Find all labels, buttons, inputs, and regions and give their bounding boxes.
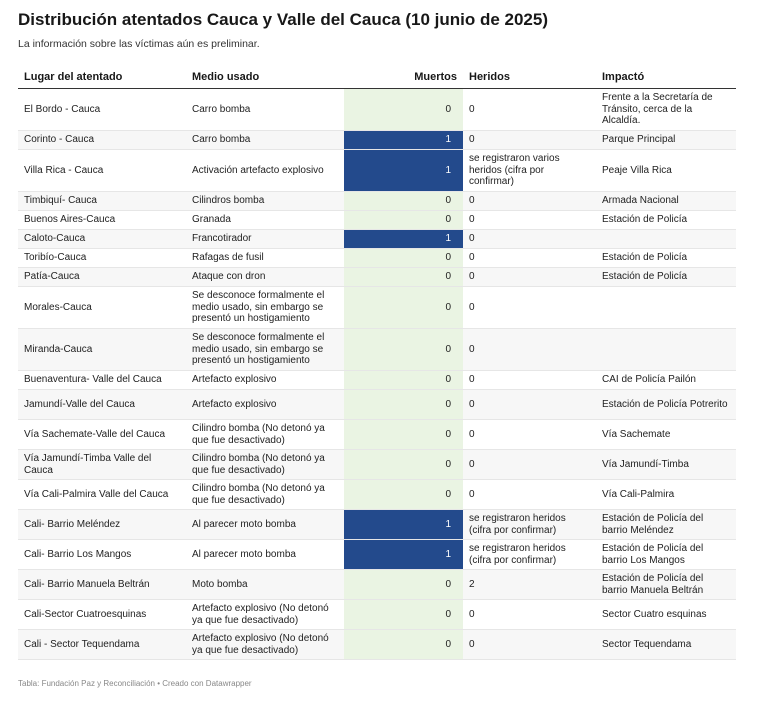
cell-lugar: Vía Cali-Palmira Valle del Cauca [18, 480, 186, 510]
cell-lugar: Miranda-Cauca [18, 329, 186, 371]
cell-heridos: se registraron heridos (cifra por confirmar) [463, 540, 596, 570]
table-row [18, 192, 736, 211]
cell-heridos: 0 [463, 390, 596, 420]
table-row [18, 268, 736, 287]
cell-medio: Artefacto explosivo [186, 371, 344, 390]
cell-lugar: Toribío-Cauca [18, 249, 186, 268]
cell-muertos: 0 [344, 390, 463, 420]
table-row [18, 249, 736, 268]
table-row [18, 600, 736, 630]
table-row [18, 89, 736, 131]
cell-muertos: 0 [344, 249, 463, 268]
cell-medio: Cilindros bomba [186, 192, 344, 211]
cell-impacto: Vía Sachemate [596, 420, 736, 450]
table-row [18, 420, 736, 450]
cell-impacto [596, 230, 736, 249]
cell-heridos: se registraron heridos (cifra por confirmar) [463, 510, 596, 540]
cell-muertos: 0 [344, 329, 463, 371]
cell-heridos: 0 [463, 268, 596, 287]
table-row [18, 630, 736, 660]
cell-muertos: 0 [344, 371, 463, 390]
cell-lugar: El Bordo - Cauca [18, 89, 186, 131]
header-heridos[interactable]: Heridos [463, 66, 596, 89]
data-table [18, 66, 736, 660]
cell-impacto: Armada Nacional [596, 192, 736, 211]
cell-muertos: 0 [344, 630, 463, 660]
header-medio[interactable]: Medio usado [186, 66, 344, 89]
cell-impacto [596, 329, 736, 371]
cell-impacto: Estación de Policía del barrio Los Mangos [596, 540, 736, 570]
cell-impacto: Estación de Policía [596, 249, 736, 268]
cell-impacto: Sector Tequendama [596, 630, 736, 660]
cell-medio: Ataque con dron [186, 268, 344, 287]
cell-impacto: Estación de Policía del barrio Manuela Beltrán [596, 570, 736, 600]
cell-muertos: 0 [344, 600, 463, 630]
cell-medio: Rafagas de fusil [186, 249, 344, 268]
cell-medio: Al parecer moto bomba [186, 510, 344, 540]
cell-lugar: Corinto - Cauca [18, 131, 186, 150]
cell-lugar: Vía Sachemate-Valle del Cauca [18, 420, 186, 450]
cell-medio: Al parecer moto bomba [186, 540, 344, 570]
cell-heridos: 0 [463, 450, 596, 480]
cell-muertos: 1 [344, 540, 463, 570]
cell-heridos: 0 [463, 230, 596, 249]
cell-muertos: 1 [344, 150, 463, 192]
table-row [18, 287, 736, 329]
footer-credit: Tabla: Fundación Paz y Reconciliación • Creado con Datawrapper [18, 679, 252, 688]
cell-muertos: 0 [344, 570, 463, 600]
cell-muertos: 0 [344, 268, 463, 287]
cell-medio: Cilindro bomba (No detonó ya que fue desactivado) [186, 480, 344, 510]
cell-muertos: 1 [344, 131, 463, 150]
cell-heridos: 0 [463, 287, 596, 329]
cell-impacto [596, 287, 736, 329]
table-row [18, 510, 736, 540]
cell-lugar: Cali- Barrio Manuela Beltrán [18, 570, 186, 600]
cell-muertos: 0 [344, 480, 463, 510]
cell-impacto: Vía Jamundí-Timba [596, 450, 736, 480]
table-row [18, 150, 736, 192]
table-row [18, 371, 736, 390]
cell-impacto: Sector Cuatro esquinas [596, 600, 736, 630]
cell-medio: Granada [186, 211, 344, 230]
cell-impacto: Estación de Policía Potrerito [596, 390, 736, 420]
cell-heridos: 0 [463, 131, 596, 150]
header-impacto[interactable]: Impactó [596, 66, 736, 89]
cell-heridos: 0 [463, 420, 596, 450]
cell-heridos: 0 [463, 480, 596, 510]
cell-muertos: 1 [344, 230, 463, 249]
cell-heridos: 2 [463, 570, 596, 600]
cell-medio: Artefacto explosivo (No detonó ya que fue desactivado) [186, 600, 344, 630]
cell-impacto: CAI de Policía Pailón [596, 371, 736, 390]
cell-medio: Carro bomba [186, 89, 344, 131]
cell-medio: Francotirador [186, 230, 344, 249]
cell-lugar: Villa Rica - Cauca [18, 150, 186, 192]
cell-medio: Cilindro bomba (No detonó ya que fue desactivado) [186, 420, 344, 450]
cell-impacto: Parque Principal [596, 131, 736, 150]
cell-medio: Artefacto explosivo (No detonó ya que fue desactivado) [186, 630, 344, 660]
table-row [18, 540, 736, 570]
cell-heridos: 0 [463, 600, 596, 630]
cell-muertos: 0 [344, 89, 463, 131]
table-row [18, 329, 736, 371]
header-muertos[interactable]: Muertos [344, 66, 463, 89]
cell-lugar: Cali- Barrio Los Mangos [18, 540, 186, 570]
chart-subtitle: La información sobre las víctimas aún es preliminar. [18, 38, 260, 50]
cell-lugar: Jamundí-Valle del Cauca [18, 390, 186, 420]
cell-medio: Cilindro bomba (No detonó ya que fue desactivado) [186, 450, 344, 480]
cell-muertos: 0 [344, 420, 463, 450]
cell-lugar: Timbiquí- Cauca [18, 192, 186, 211]
table-row [18, 450, 736, 480]
header-lugar[interactable]: Lugar del atentado [18, 66, 186, 89]
cell-impacto: Estación de Policía [596, 268, 736, 287]
cell-heridos: 0 [463, 211, 596, 230]
cell-lugar: Cali - Sector Tequendama [18, 630, 186, 660]
table-row [18, 131, 736, 150]
cell-medio: Moto bomba [186, 570, 344, 600]
cell-lugar: Vía Jamundí-Timba Valle del Cauca [18, 450, 186, 480]
cell-heridos: 0 [463, 329, 596, 371]
cell-heridos: 0 [463, 249, 596, 268]
cell-medio: Se desconoce formalmente el medio usado, sin embargo se presentó un hostigamiento [186, 287, 344, 329]
cell-muertos: 1 [344, 510, 463, 540]
cell-impacto: Peaje Villa Rica [596, 150, 736, 192]
cell-lugar: Patía-Cauca [18, 268, 186, 287]
cell-medio: Activación artefacto explosivo [186, 150, 344, 192]
cell-muertos: 0 [344, 192, 463, 211]
table-row [18, 570, 736, 600]
cell-impacto: Vía Cali-Palmira [596, 480, 736, 510]
cell-muertos: 0 [344, 211, 463, 230]
chart-title: Distribución atentados Cauca y Valle del Cauca (10 junio de 2025) [18, 10, 549, 29]
cell-medio: Se desconoce formalmente el medio usado, sin embargo se presentó un hostigamiento [186, 329, 344, 371]
cell-lugar: Caloto-Cauca [18, 230, 186, 249]
cell-impacto: Estación de Policía [596, 211, 736, 230]
cell-lugar: Buenaventura- Valle del Cauca [18, 371, 186, 390]
cell-impacto: Frente a la Secretaría de Tránsito, cerca de la Alcaldía. [596, 89, 736, 131]
cell-heridos: 0 [463, 89, 596, 131]
cell-lugar: Cali- Barrio Meléndez [18, 510, 186, 540]
table-row [18, 211, 736, 230]
table-row [18, 230, 736, 249]
cell-lugar: Morales-Cauca [18, 287, 186, 329]
cell-medio: Carro bomba [186, 131, 344, 150]
table-row [18, 390, 736, 420]
cell-muertos: 0 [344, 287, 463, 329]
cell-heridos: se registraron varios heridos (cifra por confirmar) [463, 150, 596, 192]
cell-heridos: 0 [463, 371, 596, 390]
cell-medio: Artefacto explosivo [186, 390, 344, 420]
table-row [18, 480, 736, 510]
cell-impacto: Estación de Policía del barrio Meléndez [596, 510, 736, 540]
cell-lugar: Buenos Aires-Cauca [18, 211, 186, 230]
cell-heridos: 0 [463, 630, 596, 660]
cell-muertos: 0 [344, 450, 463, 480]
cell-heridos: 0 [463, 192, 596, 211]
cell-lugar: Cali-Sector Cuatroesquinas [18, 600, 186, 630]
header-row [18, 66, 736, 89]
